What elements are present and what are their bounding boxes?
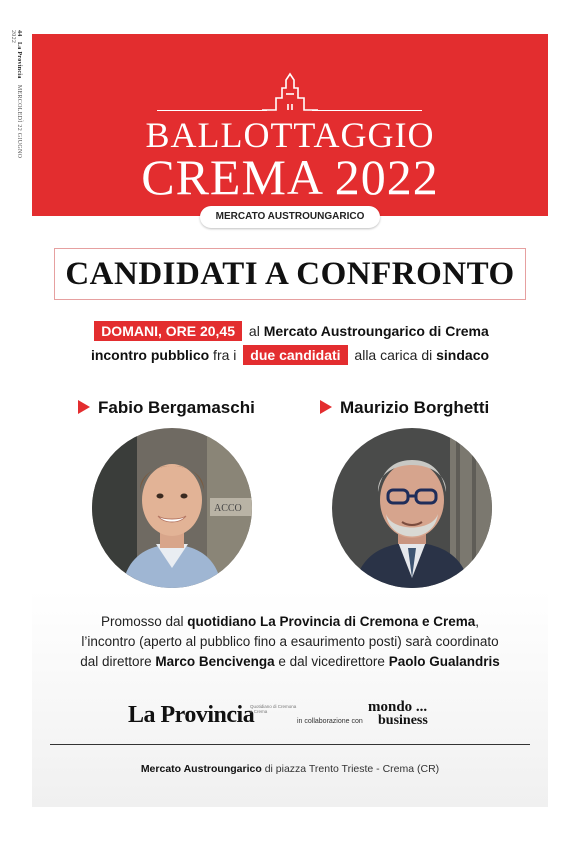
intro-role: sindaco (436, 347, 490, 363)
la-provincia-logo: La Provincia (128, 702, 255, 728)
side-strip (8, 30, 22, 170)
portrait-young-man-photo (92, 428, 252, 588)
candidate-name-text: Maurizio Borghetti (340, 398, 490, 417)
paper-name: La Provincia (16, 42, 22, 80)
body-line-1 (32, 612, 548, 632)
body-text: dal direttore (80, 654, 156, 669)
intro-event: incontro pubblico (90, 347, 210, 363)
candidate-name-2 (320, 398, 489, 418)
body-newspaper: quotidiano La Provincia di Cremona e Crema (187, 614, 476, 629)
body-line-2: l’incontro (aperto al pubblico fino a esaurimento posti) sarà coordinato (81, 634, 499, 649)
body-line-3 (32, 652, 548, 672)
intro-venue: Mercato Austroungarico di Crema (263, 323, 489, 339)
footer-divider (50, 744, 530, 745)
intro-text: fra i (209, 347, 241, 363)
intro-text: al (245, 323, 264, 339)
issue-date: MERCOLEDÌ 22 GIUGNO 2022 (10, 30, 22, 159)
mondo-text: mondo ... (368, 699, 428, 715)
footer-address (32, 763, 548, 775)
tower-skyline-icon (258, 72, 322, 112)
body-text: e dal vicedirettore (274, 654, 389, 669)
portrait-older-man-glasses-photo (332, 428, 492, 588)
banner-title-ballottaggio: BALLOTTAGGIO (145, 115, 435, 155)
mondo-business-logo (368, 700, 428, 728)
intro-line-2 (32, 345, 548, 365)
intro-line-1 (32, 321, 548, 341)
candidate-name-text: Fabio Bergamaschi (98, 398, 255, 417)
la-provincia-subtitle: Quotidiano di Cremona e Crema (250, 704, 297, 714)
banner-rule-left (157, 110, 267, 111)
body-text: , (475, 614, 480, 629)
body-director: Marco Bencivenga (155, 654, 275, 669)
venue-pill: MERCATO AUSTROUNGARICO (200, 206, 380, 228)
page-number: 44 (16, 30, 22, 37)
arrow-right-icon (320, 400, 332, 414)
business-text: business (378, 713, 428, 728)
headline: CANDIDATI A CONFRONTO (54, 248, 526, 300)
banner-title-crema: CREMA 2022 (141, 149, 439, 205)
body-text: Promosso dal (100, 614, 188, 629)
collaboration-text: in collaborazione con (297, 718, 363, 725)
candidates-tag: due candidati (243, 345, 347, 365)
svg-text:ACCO: ACCO (214, 503, 242, 514)
advert-page (32, 34, 548, 807)
footer-venue: Mercato Austroungarico (140, 763, 262, 775)
banner-rule-right (312, 110, 422, 111)
arrow-right-icon (78, 400, 90, 414)
candidate-name-1 (78, 398, 255, 418)
date-tag: DOMANI, ORE 20,45 (94, 321, 242, 341)
body-vicedirector: Paolo Gualandris (388, 654, 500, 669)
intro-text: alla carica di (350, 347, 437, 363)
red-banner (32, 34, 548, 216)
footer-location: di piazza Trento Trieste - Crema (CR) (261, 763, 440, 775)
